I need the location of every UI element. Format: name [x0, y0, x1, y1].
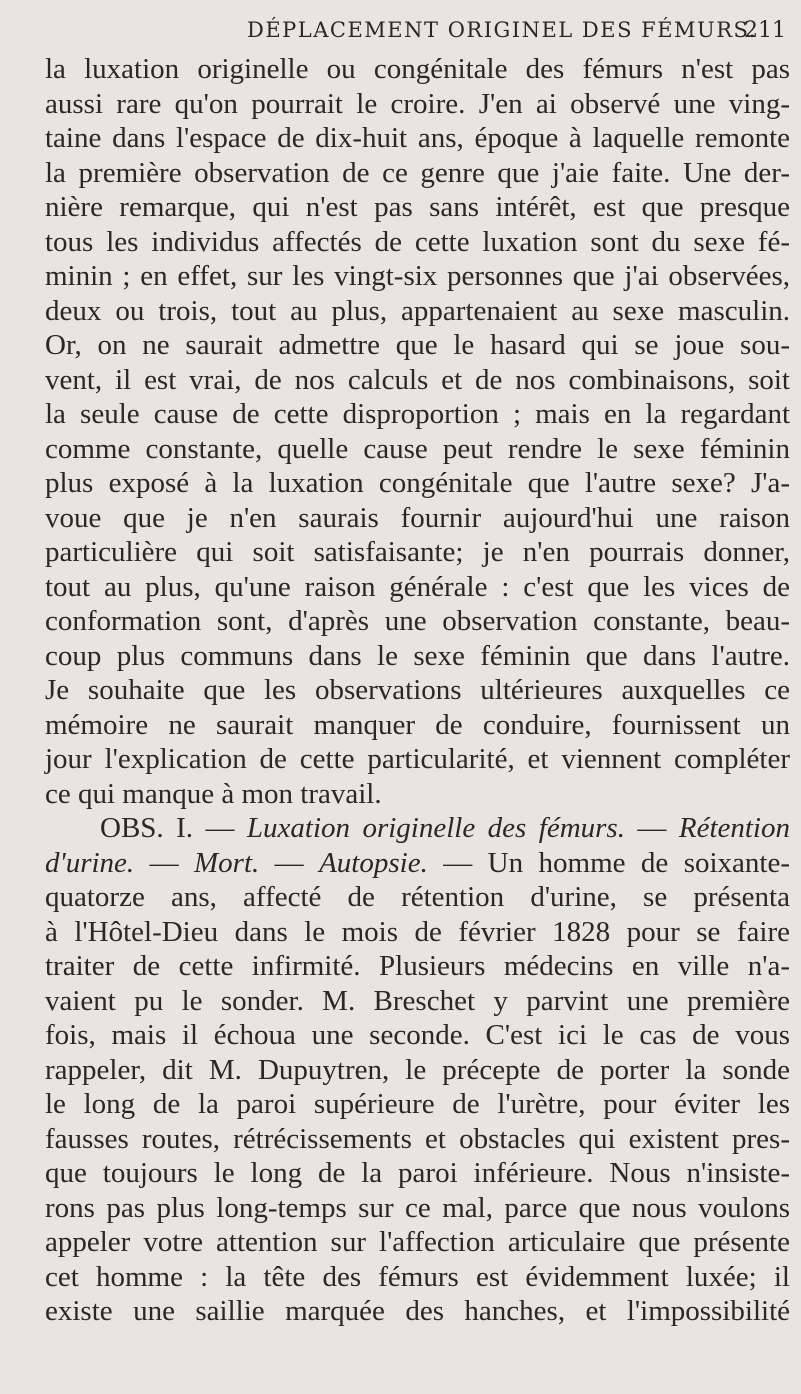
- text-segment: Je souhaite que les observations ultérieures auxquelles ce: [45, 674, 790, 706]
- text-segment: jour l'explication de cette particularité, et viennent compléter: [45, 743, 790, 775]
- text-segment: quatorze ans, affecté de rétention d'urine, se présenta: [45, 881, 790, 913]
- text-segment: —: [624, 812, 679, 844]
- text-line: [45, 328, 790, 363]
- text-line: [45, 570, 790, 605]
- text-segment: comme constante, quelle cause peut rendre le sexe féminin: [45, 432, 790, 465]
- text-line: [45, 915, 790, 950]
- text-segment: la seule cause de cette disproportion ; mais en la regardant: [45, 398, 790, 430]
- text-segment: rons pas plus long-temps sur ce mal, parce que nous voulons: [45, 1191, 790, 1224]
- text-line: [45, 846, 790, 881]
- text-line: [45, 501, 790, 536]
- text-line: [45, 742, 790, 777]
- text-line: [45, 1087, 790, 1122]
- text-line: [45, 639, 790, 674]
- italic-text: d'urine.: [45, 846, 135, 879]
- page-header: [0, 18, 801, 52]
- text-line: [45, 363, 790, 398]
- text-segment: plus exposé à la luxation congénitale que l'autre sexe? J'a-: [45, 467, 790, 499]
- text-line: [45, 121, 790, 156]
- text-segment: taine dans l'espace de dix-huit ans, époque à laquelle remonte: [45, 122, 790, 154]
- text-segment: le long de la paroi supérieure de l'urètre, pour éviter les: [45, 1088, 790, 1120]
- text-line: [45, 1191, 790, 1226]
- text-line: [45, 1053, 790, 1088]
- italic-text: Autopsie.: [319, 846, 428, 879]
- text-line: [45, 535, 790, 570]
- text-segment: existe une saillie marquée des hanches, et l'impossibilité: [45, 1295, 790, 1327]
- text-line: [45, 880, 790, 915]
- text-segment: fois, mais il échoua une seconde. C'est ici le cas de vous: [45, 1019, 790, 1051]
- text-segment: —: [134, 846, 194, 879]
- text-segment: particulière qui soit satisfaisante; je n'en pourrais donner,: [45, 536, 790, 568]
- text-segment: —: [259, 846, 320, 879]
- text-line: [45, 432, 790, 467]
- text-line: [45, 811, 790, 846]
- text-segment: tout au plus, qu'une raison générale : c'est que les vices de: [45, 570, 790, 603]
- text-segment: la première observation de ce genre que j'aie faite. Une der-: [45, 156, 790, 189]
- text-segment: vent, il est vrai, de nos calculs et de nos combinaisons, soit: [45, 363, 790, 396]
- text-segment: Or, on ne saurait admettre que le hasard qui se joue sou-: [45, 329, 790, 361]
- text-line: [45, 673, 790, 708]
- text-line: [45, 466, 790, 501]
- text-segment: deux ou trois, tout au plus, appartenaient au sexe masculin.: [45, 294, 790, 327]
- text-segment: cet homme : la tête des fémurs est évidemment luxée; il: [45, 1260, 790, 1293]
- text-segment: la luxation originelle ou congénitale des fémurs n'est pas: [45, 53, 790, 85]
- text-line: [45, 708, 790, 743]
- text-line: [45, 156, 790, 191]
- text-segment: conformation sont, d'après une observation constante, beau-: [45, 605, 790, 637]
- text-line: [45, 777, 790, 812]
- text-line: [45, 190, 790, 225]
- text-line: [45, 1260, 790, 1295]
- text-line: [45, 1018, 790, 1053]
- italic-text: Luxation originelle des fémurs.: [246, 812, 625, 844]
- text-segment: vaient pu le sonder. M. Breschet y parvint une première: [45, 984, 790, 1017]
- text-line: [45, 259, 790, 294]
- body-text: [45, 52, 790, 1329]
- text-segment: rappeler, dit M. Dupuytren, le précepte de porter la sonde: [45, 1053, 790, 1086]
- running-title: DÉPLACEMENT ORIGINEL DES FÉMURS.: [247, 18, 757, 42]
- text-segment: aussi rare qu'on pourrait le croire. J'en ai observé une ving-: [45, 87, 790, 120]
- italic-text: Rétention: [678, 812, 790, 844]
- text-line: [45, 949, 790, 984]
- italic-text: Mort.: [194, 846, 260, 879]
- text-segment: — Un homme de soixante-: [427, 846, 790, 879]
- text-segment: que toujours le long de la paroi inférieure. Nous n'insiste-: [45, 1157, 790, 1189]
- text-segment: minin ; en effet, sur les vingt-six personnes que j'ai observées,: [45, 260, 790, 292]
- text-segment: à l'Hôtel-Dieu dans le mois de février 1828 pour se faire: [45, 915, 790, 948]
- text-line: [45, 604, 790, 639]
- text-line: [45, 87, 790, 122]
- text-line: [45, 1122, 790, 1157]
- text-line: [45, 984, 790, 1019]
- text-line: [45, 52, 790, 87]
- text-segment: coup plus communs dans le sexe féminin que dans l'autre.: [45, 639, 790, 672]
- text-segment: tous les individus affectés de cette luxation sont du sexe fé-: [45, 225, 790, 258]
- text-segment: voue que je n'en saurais fournir aujourd'hui une raison: [45, 501, 790, 534]
- text-line: [45, 1156, 790, 1191]
- text-segment: ce qui manque à mon travail.: [45, 777, 382, 810]
- text-line: [45, 1225, 790, 1260]
- text-segment: appeler votre attention sur l'affection articulaire que présente: [45, 1226, 790, 1258]
- text-line: [45, 294, 790, 329]
- text-segment: mémoire ne saurait manquer de conduire, fournissent un: [45, 708, 790, 741]
- text-line: [45, 1294, 790, 1329]
- text-segment: traiter de cette infirmité. Plusieurs médecins en ville n'a-: [45, 950, 790, 982]
- text-segment: OBS. I. —: [100, 812, 247, 844]
- text-line: [45, 225, 790, 260]
- text-segment: nière remarque, qui n'est pas sans intérêt, est que presque: [45, 191, 790, 223]
- page-number: 211: [744, 18, 786, 43]
- text-segment: fausses routes, rétrécissements et obstacles qui existent pres-: [45, 1122, 790, 1155]
- text-line: [45, 397, 790, 432]
